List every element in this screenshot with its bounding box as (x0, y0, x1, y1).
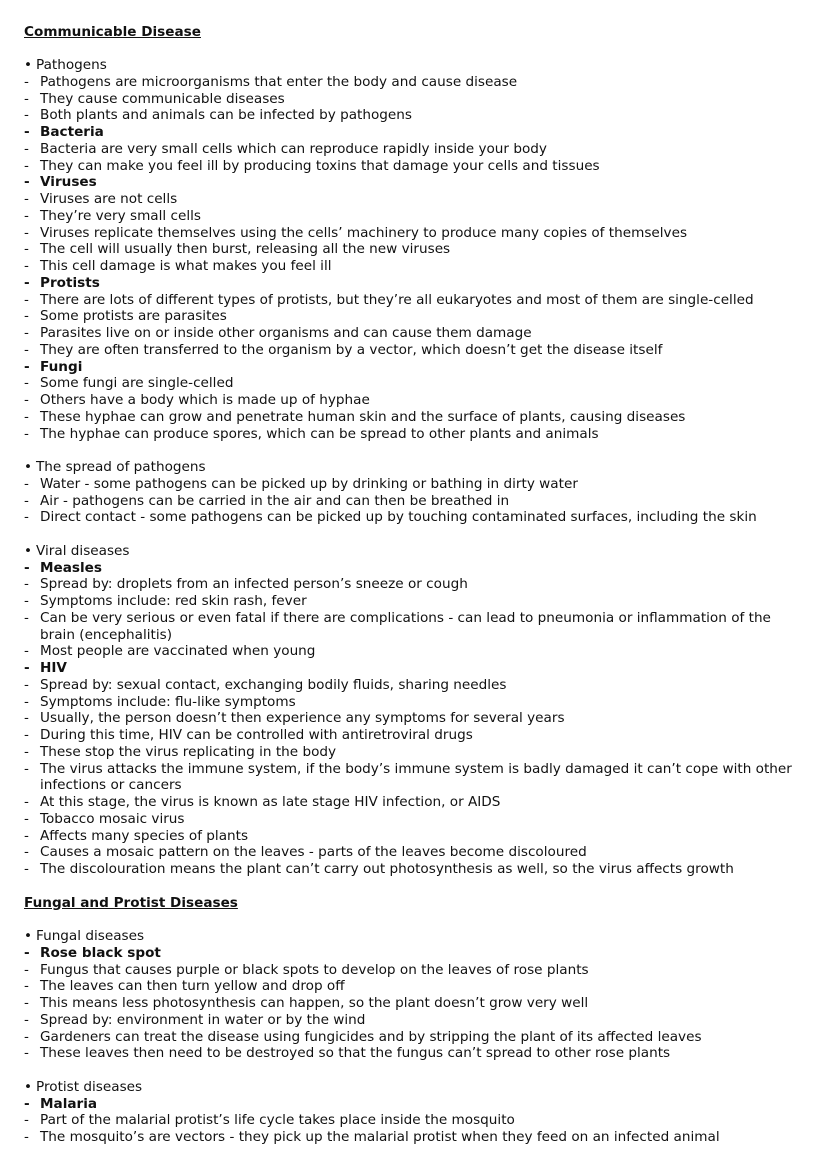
dash-icon: - (24, 844, 29, 861)
dash-icon: - (24, 358, 30, 375)
dash-icon: - (24, 727, 29, 743)
list-item-text: They are often transferred to the organism by a vector, which doesn’t get the disease itself (40, 341, 663, 358)
dash-icon: - (24, 274, 30, 291)
dash-icon: - (24, 174, 30, 191)
dash-icon: - (24, 241, 29, 258)
bullet-text: Fungal diseases (36, 928, 145, 944)
list-item-text: Bacteria (40, 124, 104, 140)
dash-icon: - (24, 1129, 29, 1145)
list-item-text: At this stage, the virus is known as late stage HIV infection, or AIDS (40, 794, 501, 810)
list-item-text: These hyphae can grow and penetrate human skin and the surface of plants, causing diseases (40, 408, 686, 425)
list-item-text: This means less photosynthesis can happen, so the plant doesn’t grow very well (40, 995, 589, 1011)
section-heading: Communicable Disease (24, 23, 201, 40)
bullet-text: The spread of pathogens (36, 459, 206, 475)
dash-icon: - (24, 1112, 29, 1129)
dash-icon: - (24, 995, 29, 1011)
dash-icon: - (24, 157, 29, 174)
dash-icon: - (24, 325, 29, 341)
dash-icon: - (24, 124, 30, 140)
list-item-text: Symptoms include: red skin rash, fever (40, 593, 307, 609)
dash-icon: - (24, 760, 29, 777)
list-item-text: They can make you feel ill by producing toxins that damage your cells and tissues (40, 157, 600, 174)
dash-icon: - (24, 1095, 30, 1112)
list-item-text: Fungus that causes purple or black spots to develop on the leaves of rose plants (40, 961, 589, 978)
list-item-text: During this time, HIV can be controlled with antiretroviral drugs (40, 727, 473, 743)
dash-icon: - (24, 341, 29, 358)
list-item-text: Protists (40, 274, 100, 291)
dash-icon: - (24, 710, 29, 727)
list-item-text: There are lots of different types of protists, but they’re all eukaryotes and most of them are single-celled (40, 291, 754, 308)
dash-icon: - (24, 1028, 29, 1045)
dash-icon: - (24, 408, 29, 425)
list-item-text: Some fungi are single-celled (40, 375, 234, 392)
dash-icon: - (24, 291, 29, 308)
list-item-text: Fungi (40, 358, 83, 375)
list-item-text: Part of the malarial protist’s life cycle takes place inside the mosquito (40, 1112, 515, 1129)
section-heading: Fungal and Protist Diseases (24, 894, 238, 911)
dash-icon: - (24, 425, 29, 442)
dash-icon: - (24, 1011, 29, 1028)
list-item-text: Pathogens are microorganisms that enter the body and cause disease (40, 73, 518, 90)
dash-icon: - (24, 978, 29, 995)
list-item-text: Direct contact - some pathogens can be picked up by touching contaminated surfaces, including the skin (40, 509, 757, 526)
dash-icon: - (24, 609, 29, 626)
list-item-text: These stop the virus replicating in the body (40, 743, 337, 760)
dash-icon: - (24, 73, 29, 90)
dash-icon: - (24, 643, 29, 660)
bullet-icon: • (24, 57, 33, 73)
list-item-text: Most people are vaccinated when young (40, 643, 316, 660)
dash-icon: - (24, 660, 30, 676)
bullet-text: Viral diseases (36, 542, 130, 559)
list-item-text: Spread by: droplets from an infected person’s sneeze or cough (40, 576, 468, 593)
list-item-text: Symptoms include: flu-like symptoms (40, 693, 296, 710)
list-item-text: Some protists are parasites (40, 308, 227, 325)
dash-icon: - (24, 107, 29, 124)
dash-icon: - (24, 676, 29, 693)
bullet-icon: • (24, 1078, 33, 1095)
dash-icon: - (24, 258, 29, 274)
bullet-text: Protist diseases (36, 1078, 143, 1095)
list-item-text: Air - pathogens can be carried in the air and can then be breathed in (40, 492, 510, 509)
list-item-text: Gardeners can treat the disease using fungicides and by stripping the plant of its affected leaves (40, 1028, 702, 1045)
dash-icon: - (24, 140, 29, 157)
dash-icon: - (24, 593, 29, 609)
list-item-text: The mosquito’s are vectors - they pick up the malarial protist when they feed on an infected animal (40, 1129, 720, 1145)
dash-icon: - (24, 827, 29, 844)
dash-icon: - (24, 207, 29, 224)
dash-icon: - (24, 375, 29, 392)
list-item-text: The hyphae can produce spores, which can be spread to other plants and animals (40, 425, 599, 442)
bullet-text: Pathogens (36, 57, 107, 73)
list-item-text: Bacteria are very small cells which can reproduce rapidly inside your body (40, 140, 547, 157)
list-item-text: Viruses replicate themselves using the cells’ machinery to produce many copies of themselves (40, 224, 688, 241)
dash-icon: - (24, 944, 30, 961)
dash-icon: - (24, 576, 29, 593)
list-item-text: Causes a mosaic pattern on the leaves - parts of the leaves become discoloured (40, 844, 587, 861)
list-item-text: Viruses (40, 174, 97, 191)
bullet-icon: • (24, 459, 33, 475)
dash-icon: - (24, 492, 29, 509)
list-item-text: Both plants and animals can be infected by pathogens (40, 107, 412, 124)
bullet-icon: • (24, 928, 33, 944)
dash-icon: - (24, 559, 30, 576)
list-item-text: The virus attacks the immune system, if the body’s immune system is badly damaged it can’t cope with other infections or cancers (40, 760, 792, 794)
dash-icon: - (24, 810, 29, 827)
dash-icon: - (24, 961, 29, 978)
list-item-text: Parasites live on or inside other organisms and can cause them damage (40, 325, 532, 341)
dash-icon: - (24, 1045, 29, 1062)
list-item-text: The leaves can then turn yellow and drop off (40, 978, 345, 995)
dash-icon: - (24, 475, 29, 492)
list-item-text: They cause communicable diseases (40, 90, 285, 107)
dash-icon: - (24, 794, 29, 810)
list-item-text: This cell damage is what makes you feel ill (40, 258, 332, 274)
list-item-text: HIV (40, 660, 67, 676)
list-item-text: Usually, the person doesn’t then experience any symptoms for several years (40, 710, 565, 727)
list-item-text: Water - some pathogens can be picked up by drinking or bathing in dirty water (40, 475, 578, 492)
list-item-text: Malaria (40, 1095, 98, 1112)
dash-icon: - (24, 308, 29, 325)
list-item-text: Viruses are not cells (40, 191, 178, 207)
dash-icon: - (24, 693, 29, 710)
list-item-text: The cell will usually then burst, releasing all the new viruses (40, 241, 451, 258)
list-item-text: Rose black spot (40, 944, 161, 961)
list-item-text: These leaves then need to be destroyed so that the fungus can’t spread to other rose plants (40, 1045, 671, 1062)
list-item-text: Spread by: environment in water or by the wind (40, 1011, 366, 1028)
list-item-text: Measles (40, 559, 102, 576)
list-item-text: Can be very serious or even fatal if there are complications - can lead to pneumonia or inflammation of the brain (encephalitis) (40, 609, 771, 643)
list-item-text: They’re very small cells (40, 207, 201, 224)
list-item-text: Tobacco mosaic virus (40, 810, 185, 827)
dash-icon: - (24, 90, 29, 107)
list-item-text: Spread by: sexual contact, exchanging bodily fluids, sharing needles (40, 676, 507, 693)
list-item-text: Others have a body which is made up of hyphae (40, 392, 370, 408)
dash-icon: - (24, 861, 29, 877)
dash-icon: - (24, 392, 29, 408)
dash-icon: - (24, 224, 29, 241)
bullet-icon: • (24, 542, 33, 559)
dash-icon: - (24, 509, 29, 526)
list-item-text: The discolouration means the plant can’t carry out photosynthesis as well, so the virus affects growth (40, 861, 734, 877)
dash-icon: - (24, 191, 29, 207)
list-item-text: Affects many species of plants (40, 827, 249, 844)
dash-icon: - (24, 743, 29, 760)
